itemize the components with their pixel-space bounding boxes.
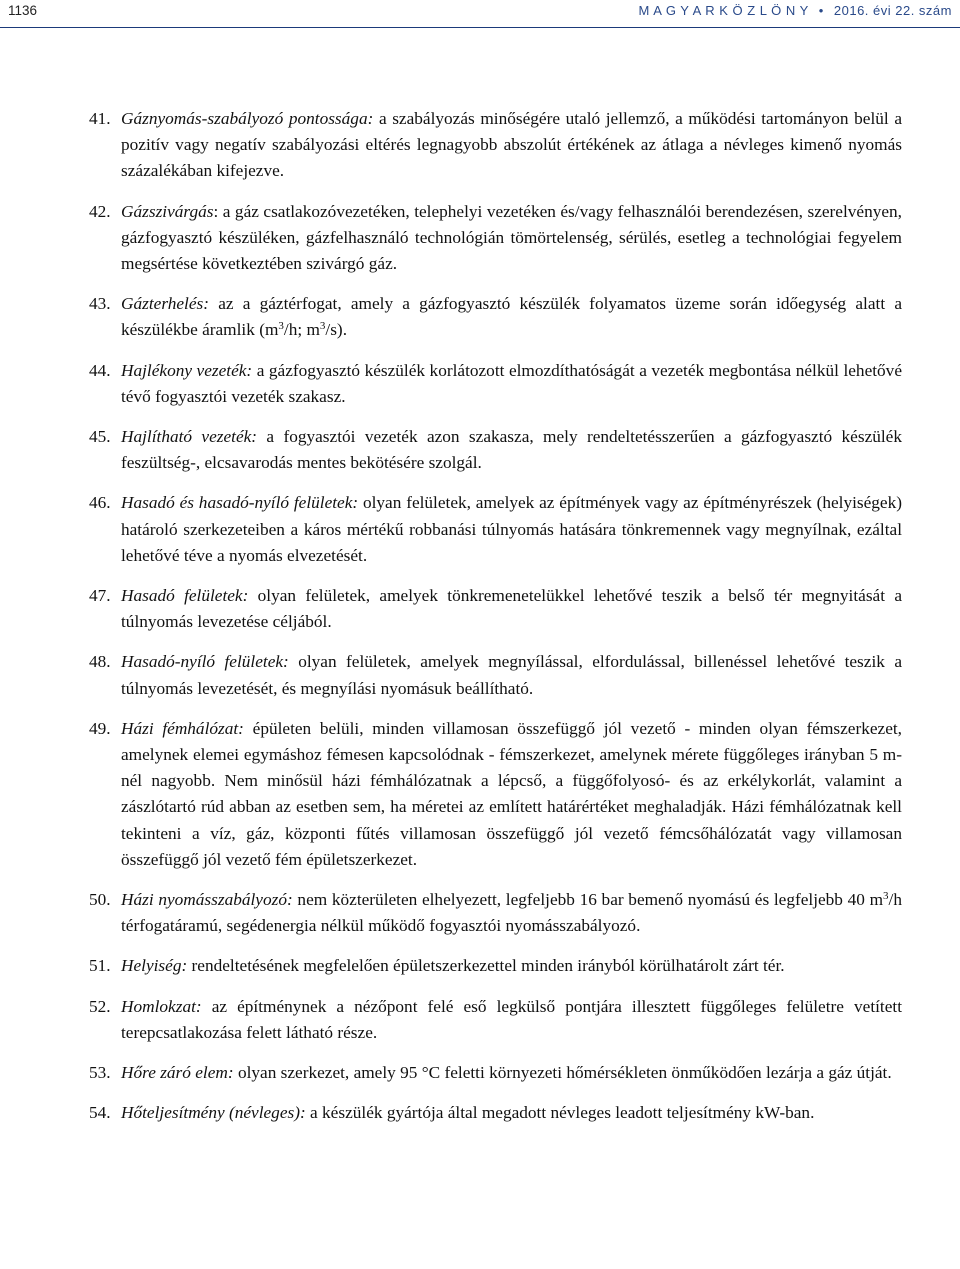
definition-46 [84, 490, 902, 569]
definition-45 [84, 424, 902, 476]
definition-text: az a gáztérfogat, amely a gázfogyasztó készülék folyamatos üzeme során időegység alatt a készülékbe áramlik (m [121, 294, 902, 340]
definition-term: Hőteljesítmény (névleges): [121, 1103, 306, 1123]
definition-number: 49. [89, 718, 111, 738]
definition-text: az építménynek a nézőpont felé eső legkülső pontjára illesztett függőleges felületre vetített terepcsatlakozása felett látható része. [121, 996, 902, 1042]
definitions-list [84, 106, 902, 1141]
definition-term: Házi fémhálózat: [121, 718, 244, 738]
definition-term: Gáznyomás-szabályozó pontossága: [121, 109, 374, 128]
definition-text: a szabályozás minőségére utaló jellemző, a működési tartományon belül a pozitív vagy negatív szabályozási eltérés legnagyobb abszolút értékének az átlaga a névleges kimenő nyomás százalékában kifejezve. [121, 109, 902, 181]
definition-number: 45. [89, 427, 111, 447]
definition-text: /h; m [283, 320, 320, 340]
definition-50 [84, 887, 902, 939]
definition-number: 41. [89, 109, 111, 128]
definition-text: nem közterületen elhelyezett, legfeljebb 16 bar bemenő nyomású és legfeljebb 40 m [292, 890, 884, 910]
definition-52 [84, 994, 902, 1046]
definition-43 [84, 291, 902, 343]
definition-number: 46. [89, 493, 111, 513]
definition-54 [84, 1100, 902, 1126]
definition-term: Homlokzat: [121, 996, 202, 1016]
page-header [8, 3, 952, 25]
journal-name: M A G Y A R K Ö Z L Ö N Y [638, 3, 809, 18]
definition-53 [84, 1060, 902, 1086]
definition-text: : a gáz csatlakozóvezetéken, telephelyi vezetéken és/vagy felhasználói berendezésen, szerelvényen, gázfogyasztó készüléken, gázfelhasználó technológián tömörtelenség, sérülés, esetleg a technológiai fegyelem megsértése következtében szivárgó gáz. [121, 201, 902, 274]
definition-text: olyan felületek, amelyek az építmények vagy az építményrészek (helyiségek) határoló szerkezeteiben a káros mértékű robbanási túlnyomás hatására tönkremennek vagy megnyílnak, ezáltal lehetővé téve a nyomás elvezetését. [121, 493, 902, 565]
definition-term: Hasadó és hasadó-nyíló felületek: [121, 493, 359, 513]
definition-number: 53. [89, 1063, 111, 1083]
definition-number: 43. [89, 294, 111, 314]
superscript: 3 [278, 320, 284, 333]
superscript: 3 [319, 320, 326, 333]
definition-term: Hajlítható vezeték: [121, 427, 258, 447]
definition-47 [84, 583, 902, 635]
definition-number: 48. [89, 652, 111, 672]
separator-dot: • [818, 3, 824, 18]
definition-term: Gázszivárgás [121, 201, 214, 221]
definition-text: a fogyasztói vezeték azon szakasza, mely rendeltetésszerűen a gázfogyasztó készülék feszültség-, elcsavarodás mentes bekötésére szolgál. [121, 427, 902, 473]
definition-term: Hasadó-nyíló felületek: [121, 652, 289, 672]
definition-number: 50. [89, 890, 111, 910]
definition-term: Hőre záró elem: [121, 1063, 234, 1083]
definition-51 [84, 953, 902, 979]
definition-term: Hasadó felületek: [121, 586, 249, 606]
definition-number: 42. [89, 201, 111, 221]
definition-term: Helyiség: [121, 956, 188, 976]
definition-term: Hajlékony vezeték: [121, 360, 253, 380]
header-divider [0, 27, 960, 28]
definition-text: /s). [325, 320, 348, 340]
definition-term: Házi nyomásszabályozó: [121, 890, 293, 910]
superscript: 3 [883, 890, 889, 903]
definition-42 [84, 199, 902, 278]
definition-49 [84, 716, 902, 873]
definition-text: olyan felületek, amelyek tönkremenetelükkel lehetővé teszik a belső tér megnyitását a túlnyomás levezetése céljából. [121, 586, 902, 632]
definition-term: Gázterhelés: [121, 294, 209, 314]
page-number: 1136 [8, 3, 38, 18]
issue-label: 2016. évi 22. szám [833, 3, 952, 18]
definition-number: 54. [89, 1103, 111, 1123]
definition-text: olyan felületek, amelyek megnyílással, elfordulással, billenéssel lehetővé teszik a túlnyomás levezetését, és megnyílási nyomásuk beállítható. [121, 652, 902, 698]
definition-text: a készülék gyártója által megadott névleges leadott teljesítmény kW-ban. [305, 1103, 815, 1123]
definition-text: rendeltetésének megfelelően épületszerkezettel minden irányból körülhatárolt zárt tér. [187, 956, 785, 976]
definition-44 [84, 358, 902, 410]
definition-number: 47. [89, 586, 111, 606]
journal-title-line [639, 3, 952, 18]
definition-number: 51. [89, 956, 111, 976]
definition-41 [84, 106, 902, 185]
definition-text: /h térfogatáramú, segédenergia nélkül működő fogyasztói nyomásszabályozó. [121, 890, 902, 936]
definition-number: 52. [89, 996, 111, 1016]
definition-text: a gázfogyasztó készülék korlátozott elmozdíthatóságát a vezeték megbontása nélkül lehetővé tévő fogyasztói vezeték szakasz. [121, 360, 902, 406]
definition-text: olyan szerkezet, amely 95 °C feletti környezeti hőmérsékleten önműködően lezárja a gáz útját. [233, 1063, 892, 1083]
definition-48 [84, 649, 902, 701]
definition-number: 44. [89, 360, 111, 380]
definition-text: épületen belüli, minden villamosan összefüggő jól vezető - minden olyan fémszerkezet, amelynek elemei egymáshoz fémesen kapcsolódnak - fémszerkezet, amelynek mérete függőleges irányban 5 m-nél nagyobb. Nem minősül házi fémhálózatnak a lépcső, a függőfolyosó- és az erkélykorlát, valamint a zászlótartó rúd abban az esetben sem, ha méretei az említett határértéket meghaladják. Házi fémhálózatnak kell tekinteni a víz, gáz, központi fűtés villamosan összefüggő jól vezető fémcsőhálózatát vagy villamosan összefüggő jól vezető fém épületszerkezet. [121, 718, 902, 869]
